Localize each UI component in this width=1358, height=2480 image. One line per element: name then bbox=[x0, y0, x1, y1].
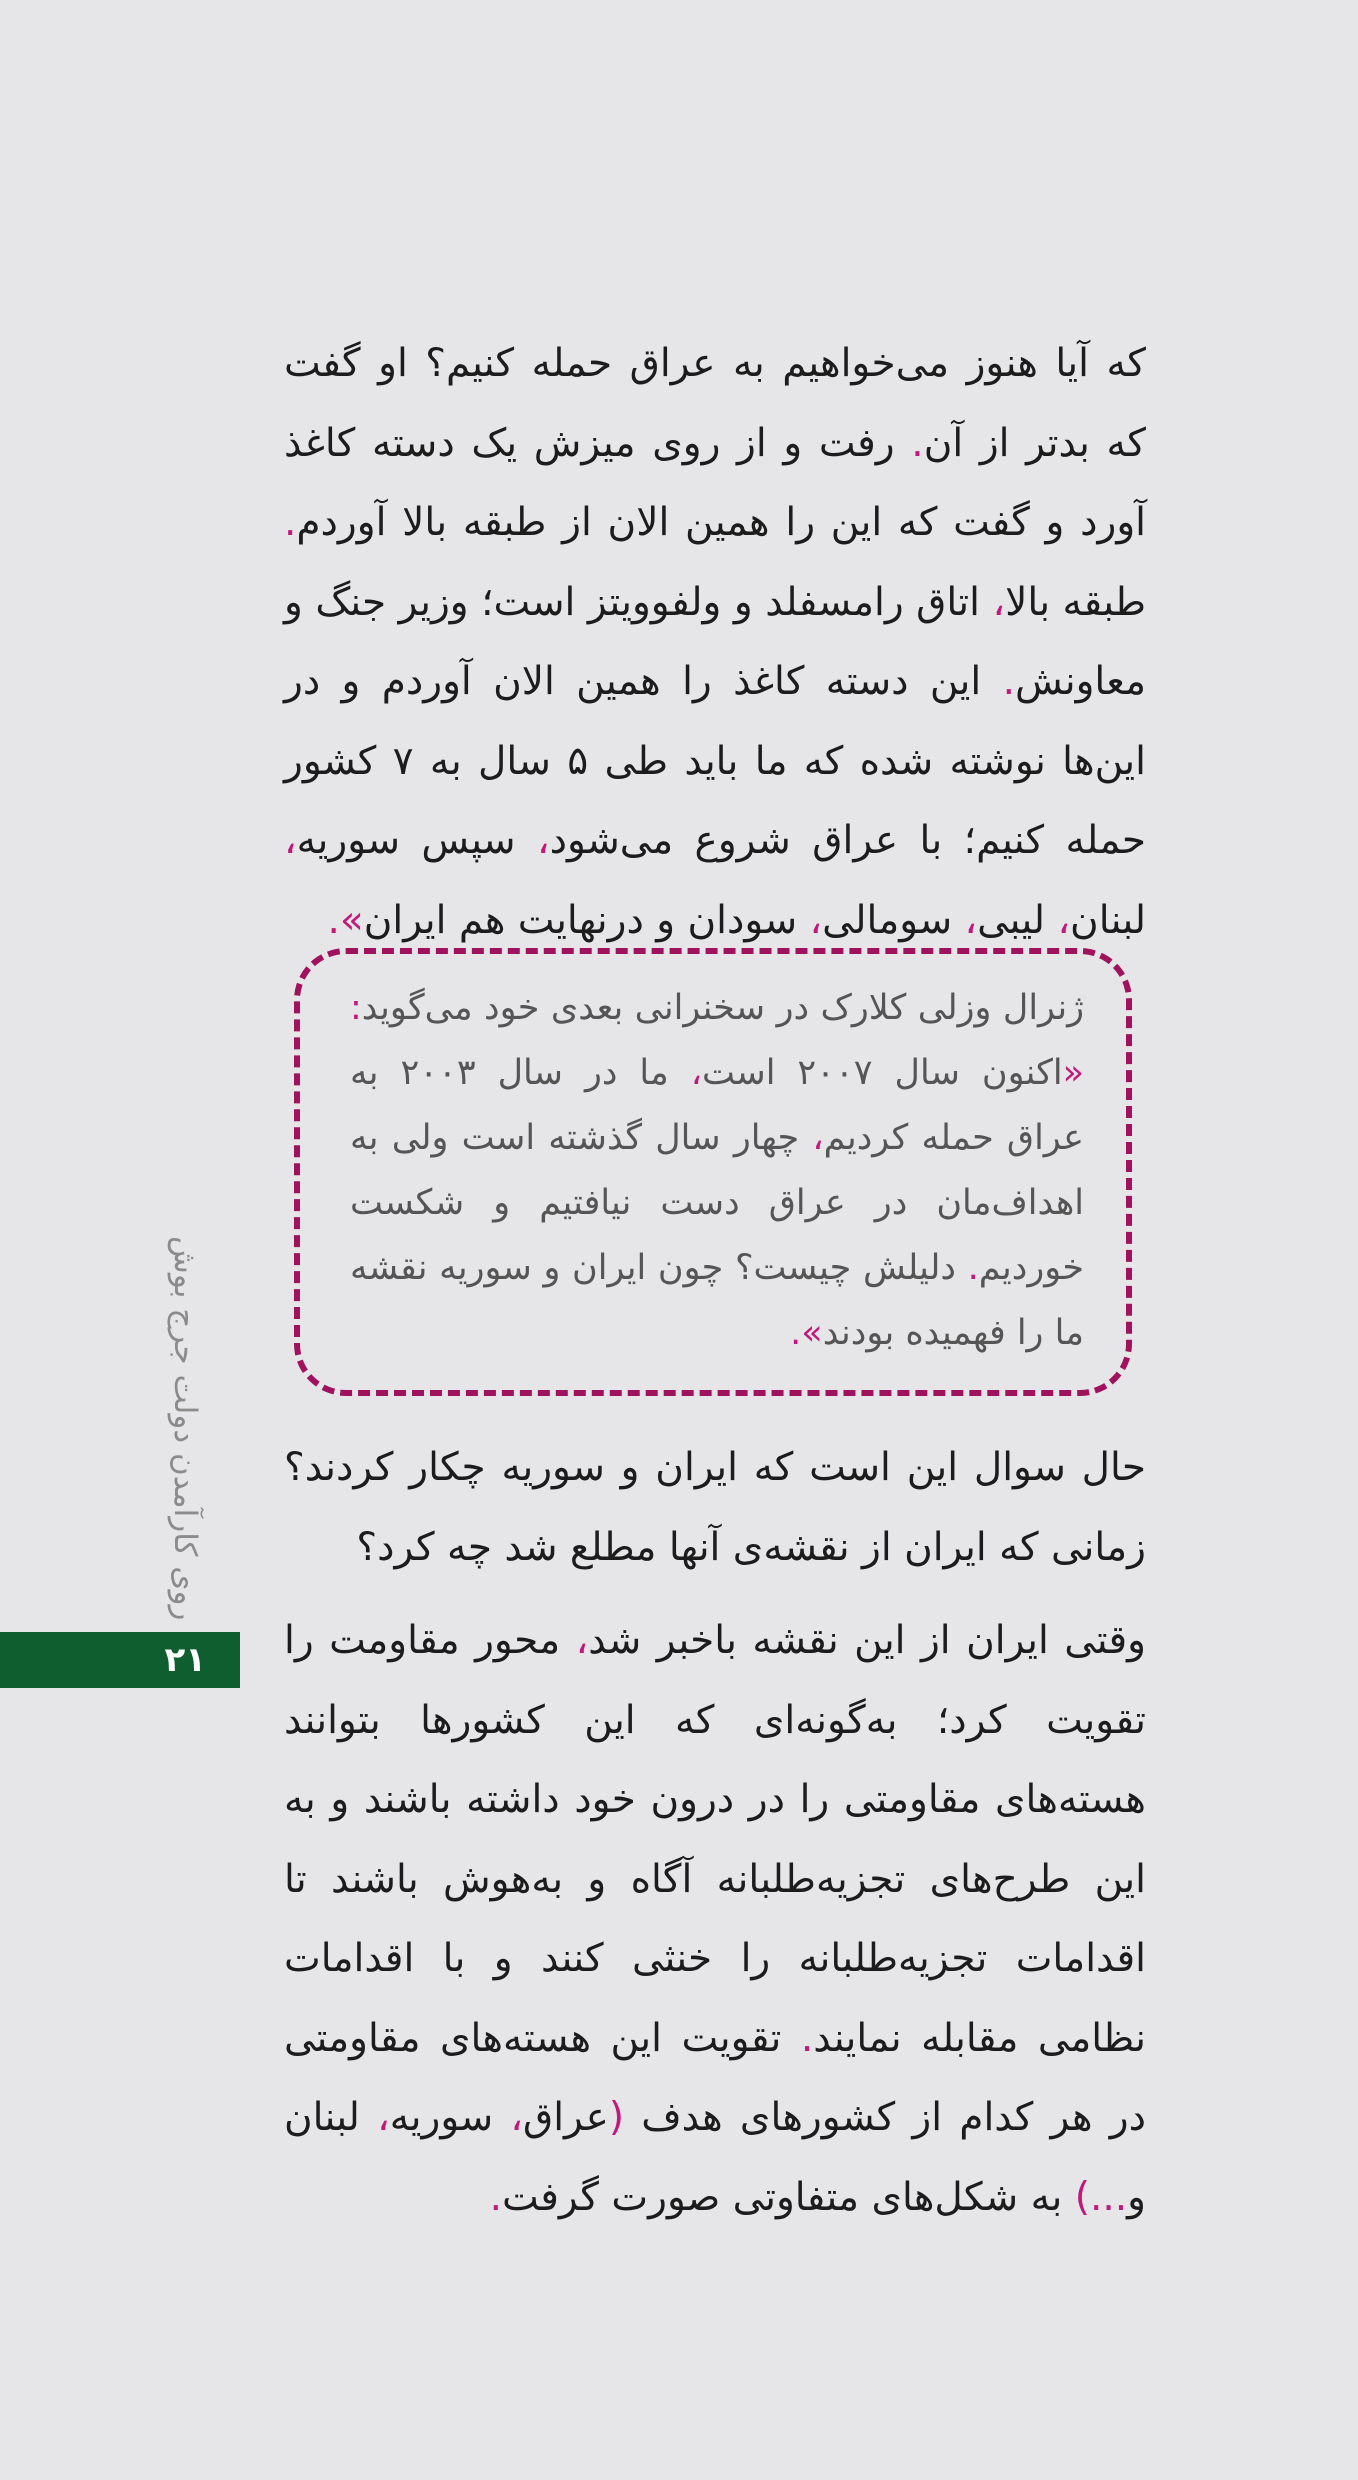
quote-text: ژنرال وزلی کلارک در سخنرانی بعدی خود می‌گوید: «اکنون سال ۲۰۰۷ است، ما در سال ۲۰۰۳ به عراق حمله کردیم، چهار سال گذشته است ولی به اهداف‌مان در عراق دست نیافتیم و شکست خوردیم. دلیلش چیست؟ چون ایران و سوریه نقشه ما را فهمیده بودند». bbox=[350, 988, 1085, 1353]
page-number: ۲۱ bbox=[164, 1640, 206, 1680]
page-number-tab bbox=[0, 1632, 240, 1688]
running-title: روی کارآمدن دولت جرج بوش bbox=[167, 1235, 203, 1620]
quote-box bbox=[294, 948, 1132, 1396]
body-paragraph-2: حال سوال این است که ایران و سوریه چکار کردند؟ زمانی که ایران از نقشه‌ی آنها مطلع شد چه کرد؟ bbox=[284, 1445, 1146, 1570]
body-paragraph-1: که آیا هنوز می‌خواهیم به عراق حمله کنیم؟ او گفت که بدتر از آن. رفت و از روی میزش یک دسته کاغذ آورد و گفت که این را همین الان از طبقه بالا آوردم. طبقه بالا، اتاق رامسفلد و ولفوویتز است؛ وزیر جنگ و معاونش. این دسته کاغذ را همین الان آوردم و در این‌ها نوشته شده که ما باید طی ۵ سال به ۷ کشور حمله کنیم؛ با عراق شروع می‌شود، سپس سوریه، لبنان، لیبی، سومالی، سودان و درنهایت هم ایران». bbox=[284, 341, 1146, 943]
body-paragraph-3: وقتی ایران از این نقشه باخبر شد، محور مقاومت را تقویت کرد؛ به‌گونه‌ای که این کشورها بتوانند هسته‌های مقاومتی را در درون خود داشته باشند و به این طرح‌های تجزیه‌طلبانه آگاه و به‌هوش باشند تا اقدامات تجزیه‌طلبانه را خنثی کنند و با اقدامات نظامی مقابله نمایند. تقویت این هسته‌های مقاومتی در هر کدام از کشورهای هدف (عراق، سوریه، لبنان و...) به شکل‌های متفاوتی صورت گرفت. bbox=[284, 1618, 1146, 2220]
